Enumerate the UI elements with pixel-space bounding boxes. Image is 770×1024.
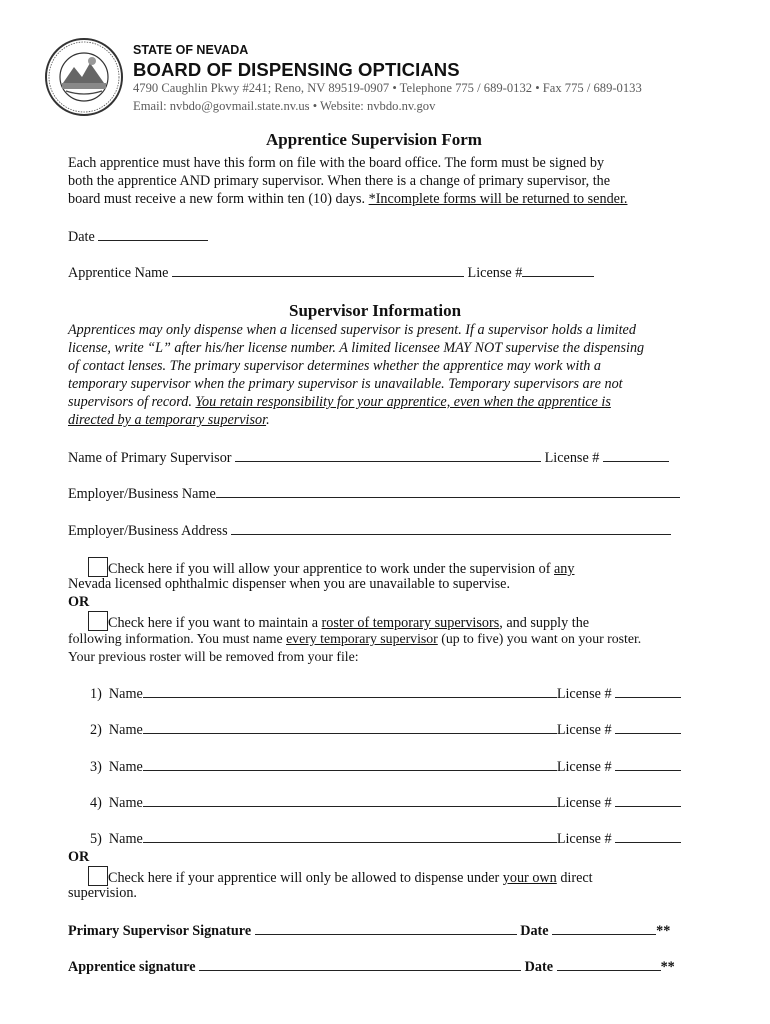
intro-line-3 [68,191,627,208]
roster-name-field[interactable] [143,721,557,734]
primary-supervisor-row [68,449,669,467]
roster-license-label: License # [556,722,612,738]
note-emphasis: You retain responsibility for your apprentice, even when the apprentice is [195,394,611,410]
note-emphasis-2: directed by a temporary supervisor [68,412,267,428]
roster-name-field[interactable] [143,685,557,698]
date-field[interactable] [98,228,208,241]
option-own-row [88,866,593,887]
primary-signature-label: Primary Supervisor Signature [68,923,252,939]
option-roster-row [88,611,589,632]
state-seal [44,37,124,117]
roster-number: 2) [90,722,102,738]
supervisor-note-1: Apprentices may only dispense when a licensed supervisor is present. If a supervisor holds a limited [68,322,636,338]
apprentice-license-field[interactable] [522,264,594,277]
roster-entry-1 [90,685,681,703]
intro-text: board must receive a new form within ten (10) days. [68,191,369,207]
roster-license-field[interactable] [615,721,681,734]
supervisor-note-4: temporary supervisor when the primary supervisor is unavailable. Temporary supervisors are not [68,376,623,392]
roster-entry-5 [90,830,681,848]
apprentice-date-stars: ** [660,959,675,975]
option-own-checkbox[interactable] [88,866,108,886]
apprentice-date-field[interactable] [557,958,661,971]
roster-name-label: Name [108,831,143,847]
apprentice-row [68,264,594,282]
board-name: BOARD OF DISPENSING OPTICIANS [133,59,460,80]
roster-entry-4 [90,794,681,812]
apprentice-date-label: Date [524,959,554,975]
primary-date-label: Date [520,923,549,939]
employer-name-field[interactable] [216,485,680,498]
state-name: STATE OF NEVADA [133,43,249,57]
primary-supervisor-field[interactable] [235,449,541,462]
employer-address-row [68,522,671,540]
option-roster-text-2: , and supply the [499,615,590,631]
roster-license-label: License # [556,795,612,811]
option-any-row [88,557,575,578]
primary-license-label: License # [544,450,600,466]
roster-license-field[interactable] [615,794,681,807]
supervisor-note-6 [68,412,270,429]
roster-name-field[interactable] [143,758,557,771]
option-any-text: Check here if you will allow your apprentice to work under the supervision of [108,561,554,577]
roster-name-label: Name [108,795,143,811]
option-roster-text: Check here if you want to maintain a [108,615,322,631]
incomplete-warning: *Incomplete forms will be returned to sender. [368,191,628,207]
apprentice-license-label: License # [467,265,523,281]
option-roster-emphasis: roster of temporary supervisors [321,615,500,631]
roster-emphasis: every temporary supervisor [286,631,438,646]
roster-entry-3 [90,758,681,776]
roster-text: following information. You must name [68,631,287,646]
employer-address-label: Employer/Business Address [68,523,228,539]
roster-name-field[interactable] [143,830,557,843]
roster-name-label: Name [108,686,143,702]
option-roster-line-3: Your previous roster will be removed from your file: [68,649,359,664]
roster-number: 4) [90,795,102,811]
apprentice-signature-label: Apprentice signature [68,959,196,975]
date-row [68,228,208,246]
employer-name-row [68,485,680,503]
board-address: 4790 Caughlin Pkwy #241; Reno, NV 89519-0907 • Telephone 775 / 689-0132 • Fax 775 / 689-0133 [133,81,642,95]
roster-number: 5) [90,831,102,847]
board-contact: Email: nvbdo@govmail.state.nv.us • Website: nvbdo.nv.gov [133,99,436,113]
or-label-1: OR [68,594,90,610]
note-text: supervisors of record. [68,394,196,410]
roster-name-field[interactable] [143,794,557,807]
option-own-emphasis: your own [502,870,557,886]
form-title: Apprentice Supervision Form [266,130,482,149]
roster-license-label: License # [556,686,612,702]
primary-supervisor-label: Name of Primary Supervisor [68,450,232,466]
apprentice-signature-row [68,958,675,976]
employer-address-field[interactable] [231,522,671,535]
option-own-text: Check here if your apprentice will only be allowed to dispense under [108,870,503,886]
or-label-2: OR [68,849,90,865]
apprentice-name-field[interactable] [172,264,464,277]
intro-line-1: Each apprentice must have this form on file with the board office. The form must be signed by [68,155,605,171]
option-own-line-2: supervision. [68,885,137,901]
roster-text-2: (up to five) you want on your roster. [437,631,642,646]
roster-license-label: License # [556,759,612,775]
note-period: . [266,412,270,428]
primary-license-field[interactable] [603,449,669,462]
roster-number: 1) [90,686,102,702]
supervisor-note-5 [68,394,611,411]
roster-license-label: License # [556,831,612,847]
option-any-line-2: Nevada licensed ophthalmic dispenser when you are unavailable to supervise. [68,576,511,592]
option-any-checkbox[interactable] [88,557,108,577]
roster-license-field[interactable] [615,758,681,771]
supervisor-heading: Supervisor Information [289,301,462,320]
apprentice-name-label: Apprentice Name [68,265,169,281]
primary-date-field[interactable] [552,922,656,935]
roster-name-label: Name [108,722,143,738]
option-any-emphasis: any [554,561,575,577]
date-label: Date [68,229,95,245]
primary-signature-row [68,922,670,940]
primary-date-stars: ** [656,923,671,939]
intro-line-2: both the apprentice AND primary supervisor. When there is a change of primary supervisor, the [68,173,611,189]
option-own-text-2: direct [556,870,593,886]
option-roster-checkbox[interactable] [88,611,108,631]
apprentice-signature-field[interactable] [199,958,521,971]
roster-license-field[interactable] [615,830,681,843]
supervisor-note-2: license, write “L” after his/her license number. A limited licensee MAY NOT supervise the dispensing [68,340,645,356]
roster-entry-2 [90,721,681,739]
supervisor-note-3: of contact lenses. The primary supervisor determines whether the apprentice may work with a [68,358,602,374]
primary-signature-field[interactable] [255,922,517,935]
employer-name-label: Employer/Business Name [68,486,216,502]
option-roster-line-2 [68,631,641,647]
roster-number: 3) [90,759,102,775]
roster-name-label: Name [108,759,143,775]
roster-license-field[interactable] [615,685,681,698]
